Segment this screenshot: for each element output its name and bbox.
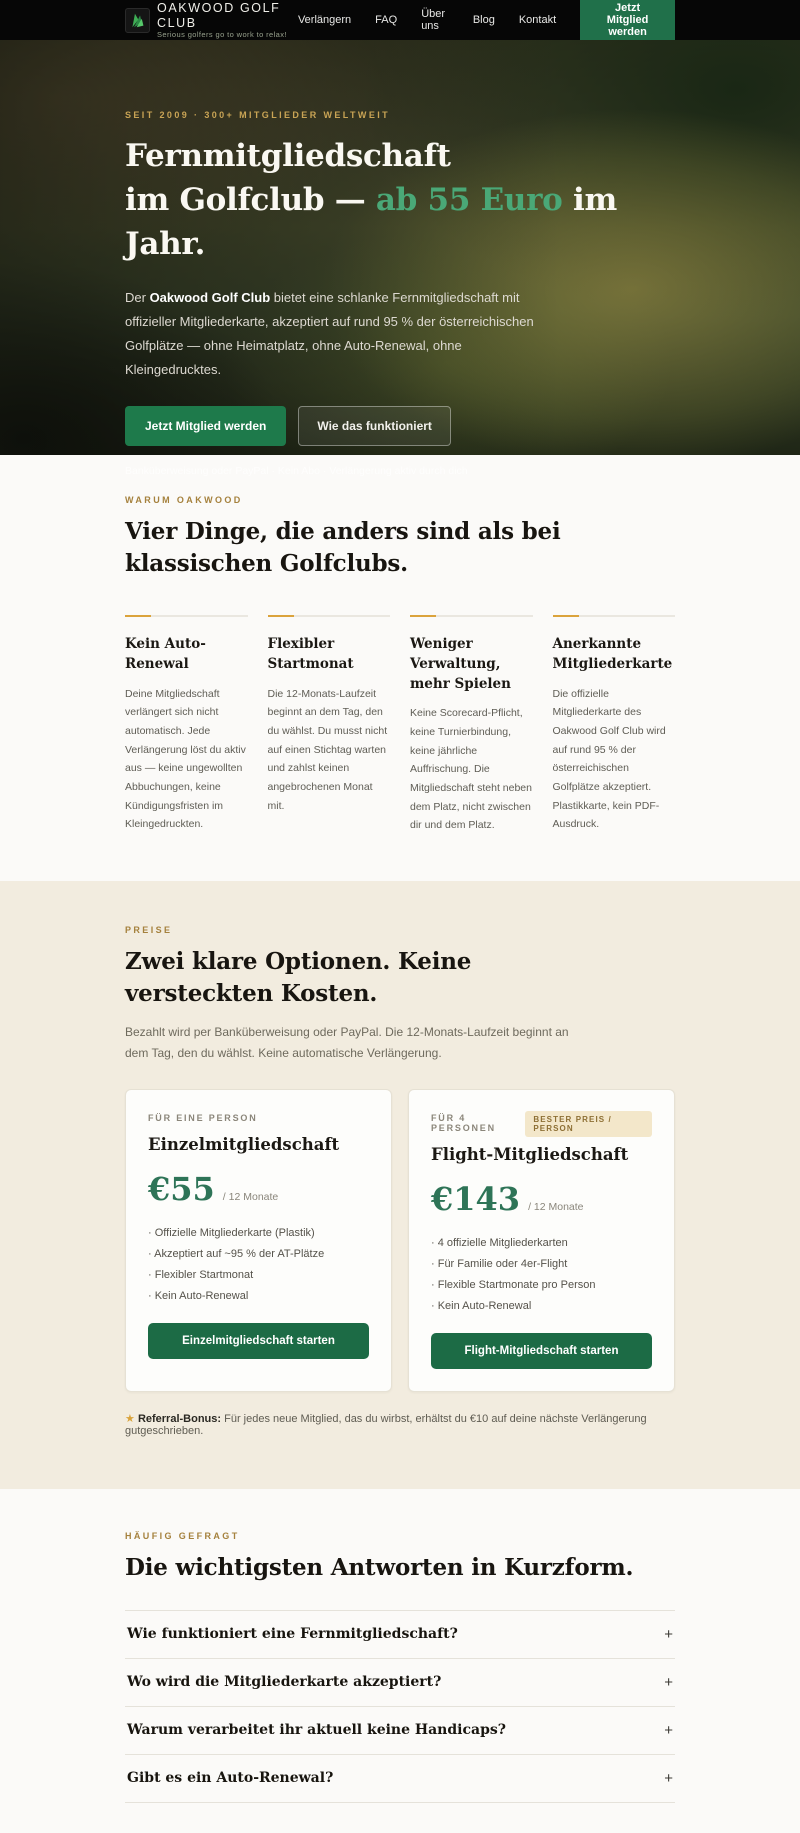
logo-tagline: Serious golfers go to work to relax! [157,29,287,39]
pricing-section [0,881,800,1489]
pricing-card-flight [408,1089,675,1392]
card-feature-list [431,1232,652,1316]
hero-section [0,40,800,478]
golf-club-logo-icon [125,8,150,33]
card-feature-list [148,1222,369,1306]
card-feature: · Akzeptiert auf ~95 % der AT-Plätze [148,1247,325,1260]
gold-rule [410,615,533,617]
why-eyebrow: WARUM OAKWOOD [125,495,243,505]
feature-kein-auto-renewal [125,615,248,835]
feature-title: Kein Auto-Renewal [125,636,206,673]
logo[interactable] [125,1,298,39]
faq-item-fernmitgliedschaft[interactable] [125,1611,675,1659]
pricing-card-einzel [125,1089,392,1392]
card-eyebrow: FÜR 4 PERSONEN [431,1113,496,1134]
hero-eyebrow: SEIT 2009 · 300+ MITGLIEDER WELTWEIT [125,110,391,120]
main-nav [298,0,675,45]
hero-club-name: Oakwood Golf Club [149,290,271,306]
feature-text: Die 12-Monats-Laufzeit beginnt an dem Tag, den du wählst. Du musst nicht auf einen Stichtag warten und zahlst keinen angebrochenen Monat mit. [267,687,388,812]
pricing-title: Zwei klare Optionen. Keine versteckten Kosten. [125,947,472,1007]
card-price: €55 [148,1170,215,1209]
card-price: €143 [431,1180,521,1219]
best-price-badge: BESTER PREIS / PERSON [525,1111,652,1137]
hero-title-line1: Fernmitgliedschaft [125,138,451,174]
hero-title-highlight: ab 55 Euro [375,182,563,219]
card-feature: · Flexible Startmonate pro Person [431,1278,596,1291]
top-navbar [0,0,800,40]
card-eyebrow: FÜR EINE PERSON [148,1113,258,1124]
header-join-button[interactable]: Jetzt Mitglied werden [580,0,675,45]
feature-title: Weniger Verwaltung, mehr Spielen [410,636,511,692]
flight-start-button[interactable]: Flight-Mitgliedschaft starten [431,1333,652,1369]
feature-title: Anerkannte Mitgliederkarte [552,636,673,673]
card-feature: · Offizielle Mitgliederkarte (Plastik) [148,1226,315,1239]
card-feature: · Kein Auto-Renewal [148,1289,249,1302]
feature-text: Keine Scorecard-Pflicht, keine Turnierbindung, keine jährliche Auffrischung. Die Mitgliedschaft steht neben dem Platz, nicht zwischen dir und dem Platz. [410,707,532,832]
feature-weniger-verwaltung [410,615,533,835]
card-feature: · Kein Auto-Renewal [431,1299,532,1312]
star-icon: ★ [125,1413,135,1426]
card-period: / 12 Monate [528,1201,584,1214]
faq-question: Warum verarbeitet ihr aktuell keine Handicaps? [127,1722,506,1739]
faq-item-handicaps[interactable] [125,1707,675,1755]
faq-section [0,1489,800,1833]
hero-payment-note: Banküberweisung oder PayPal · Kein Abo · Verlängerung aktiv durch dich [125,465,468,478]
why-title: Vier Dinge, die anders sind als bei klassischen Golfclubs. [125,518,561,577]
card-title: Flight-Mitgliedschaft [431,1145,629,1165]
feature-flexibler-startmonat [268,615,391,835]
gold-rule [553,615,676,617]
nav-link-ueber-uns[interactable]: Über uns [421,8,446,32]
faq-question: Wie funktioniert eine Fernmitgliedschaft? [127,1626,458,1643]
hero-title: Fernmitgliedschaft im Golfclub — ab 55 Euro im Jahr. [125,138,618,263]
faq-list [125,1610,675,1803]
faq-question: Gibt es ein Auto-Renewal? [127,1770,334,1787]
nav-link-faq[interactable]: FAQ [375,14,398,26]
feature-title: Flexibler Startmonat [267,636,354,673]
feature-anerkannte-karte [553,615,676,835]
hero-paragraph: Der Oakwood Golf Club bietet eine schlanke Fernmitgliedschaft mit offizieller Mitgliederkarte, akzeptiert auf rund 95 % der österreichischen Golfplätze — ohne Heimatplatz, ohne Auto-Renewal, ohne Kleingedrucktes. [125,290,534,378]
feature-text: Die offizielle Mitgliederkarte des Oakwood Golf Club wird auf rund 95 % der österreichischen Golfplätze akzeptiert. Plastikkarte, kein PDF-Ausdruck. [552,687,666,831]
plus-icon: + [664,1625,673,1643]
faq-title: Die wichtigsten Antworten in Kurzform. [125,1554,634,1582]
card-title: Einzelmitgliedschaft [148,1135,340,1155]
card-feature: · Für Familie oder 4er-Flight [431,1257,568,1270]
plus-icon: + [664,1673,673,1691]
faq-item-auto-renewal[interactable] [125,1755,675,1803]
einzel-start-button[interactable]: Einzelmitgliedschaft starten [148,1323,369,1359]
pricing-subtitle: Bezahlt wird per Banküberweisung oder PayPal. Die 12-Monats-Laufzeit beginnt an dem Tag, den du wählst. Keine automatische Verlängerung. [125,1025,569,1060]
pricing-eyebrow: PREISE [125,924,173,935]
hero-join-button[interactable]: Jetzt Mitglied werden [125,406,286,446]
logo-name: OAKWOOD GOLF CLUB [157,1,281,30]
plus-icon: + [664,1769,673,1787]
card-period: / 12 Monate [222,1191,279,1204]
plus-icon: + [664,1721,673,1739]
hero-how-it-works-button[interactable]: Wie das funktioniert [298,406,451,446]
referral-bonus-note: ★ Referral-Bonus: Für jedes neue Mitglied, das du wirbst, erhältst du €10 auf deine nächste Verlängerung gutgeschrieben. [125,1413,647,1438]
faq-item-karte-akzeptiert[interactable] [125,1659,675,1707]
faq-eyebrow: HÄUFIG GEFRAGT [125,1531,240,1542]
why-section [0,455,800,881]
nav-link-verlaengern[interactable]: Verlängern [297,14,352,26]
card-feature: · Flexibler Startmonat [148,1268,254,1281]
gold-rule [125,615,248,617]
feature-text: Deine Mitgliedschaft verlängert sich nicht automatisch. Jede Verlängerung löst du aktiv aus — keine ungewollten Abbuchungen, keine Kündigungsfristen im Kleingedruckten. [125,687,246,831]
nav-link-kontakt[interactable]: Kontakt [518,14,557,26]
nav-link-blog[interactable]: Blog [472,14,495,26]
card-feature: · 4 offizielle Mitgliederkarten [431,1236,568,1249]
faq-question: Wo wird die Mitgliederkarte akzeptiert? [127,1674,442,1691]
gold-rule [268,615,391,617]
